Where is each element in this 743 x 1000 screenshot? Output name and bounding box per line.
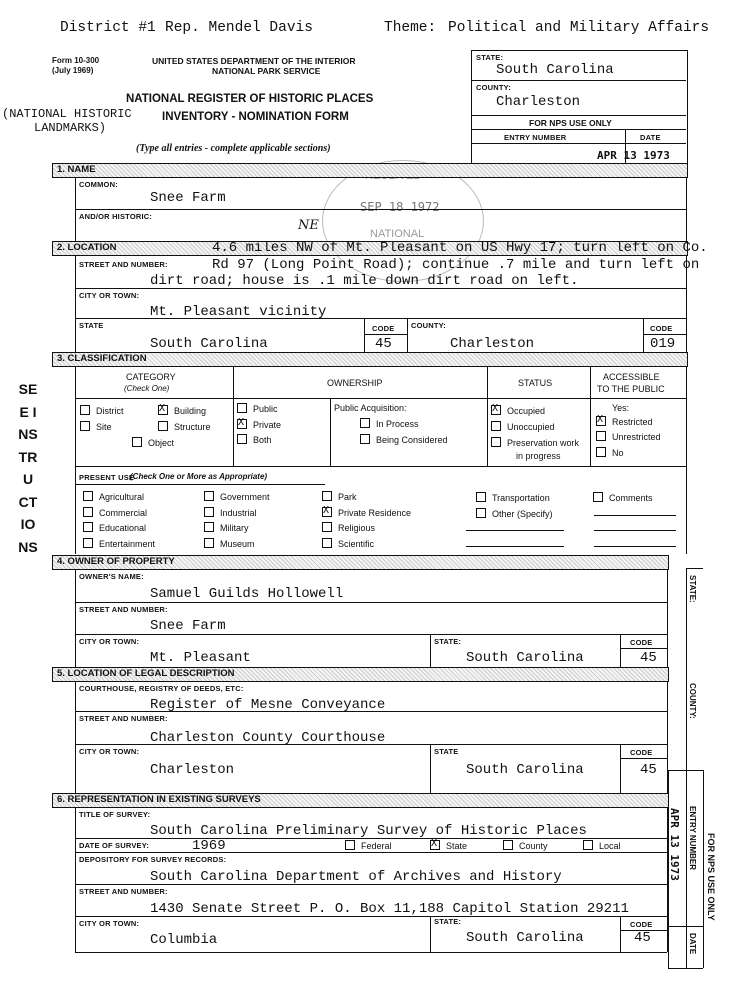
tr-state-label: STATE: xyxy=(476,53,504,62)
county-code-2: 019 xyxy=(650,336,676,352)
location-line-1: 4.6 miles NW of Mt. Pleasant on US Hwy 17; turn left on Co. xyxy=(212,240,708,256)
being-considered-checkbox[interactable]: Being Considered xyxy=(360,434,448,445)
private-checkbox[interactable]: XPrivate xyxy=(237,419,281,430)
survey-date: 1969 xyxy=(192,838,226,854)
use-museum[interactable]: Museum xyxy=(204,538,255,549)
tr-county-label: COUNTY: xyxy=(476,83,512,92)
district-checkbox[interactable]: District xyxy=(80,405,124,416)
use-transportation[interactable]: Transportation xyxy=(476,492,550,503)
local-checkbox[interactable]: Local xyxy=(583,840,621,851)
category-sub: (Check One) xyxy=(124,384,170,393)
use-private-residence[interactable]: XPrivate Residence xyxy=(322,507,411,518)
city-4: Mt. Pleasant xyxy=(150,650,251,666)
tr-entry-label: ENTRY NUMBER xyxy=(504,133,567,142)
street-label-5: STREET AND NUMBER: xyxy=(79,714,168,723)
code-6: 45 xyxy=(634,930,651,946)
section-4-header: 4. OWNER OF PROPERTY xyxy=(52,555,669,570)
state-5: South Carolina xyxy=(466,762,584,778)
code-label-4: CODE xyxy=(630,638,653,647)
ownership-label: OWNERSHIP xyxy=(327,378,383,388)
status-label: STATUS xyxy=(518,378,553,388)
margin-county: COUNTY: xyxy=(688,683,697,719)
state-label-6: STATE: xyxy=(434,917,462,926)
site-checkbox[interactable]: Site xyxy=(80,421,112,432)
code-label-6: CODE xyxy=(630,920,653,929)
district-label: District #1 xyxy=(60,20,156,36)
section-1-header: 1. NAME xyxy=(52,163,688,178)
city-2: Mt. Pleasant vicinity xyxy=(150,304,327,320)
use-military[interactable]: Military xyxy=(204,522,249,533)
use-scientific[interactable]: Scientific xyxy=(322,538,374,549)
stamp-national: NATIONAL xyxy=(370,228,425,240)
unoccupied-checkbox[interactable]: Unoccupied xyxy=(491,421,555,432)
handwritten-note: NE xyxy=(298,218,319,233)
state-code-2: 45 xyxy=(375,336,392,352)
form-date: (July 1969) xyxy=(52,66,94,75)
form-title: NATIONAL REGISTER OF HISTORIC PLACES xyxy=(126,93,374,105)
use-religious[interactable]: Religious xyxy=(322,522,375,533)
street-label-4: STREET AND NUMBER: xyxy=(79,605,168,614)
use-comments[interactable]: Comments xyxy=(593,492,653,503)
margin-entry-number: ENTRY NUMBER xyxy=(688,806,697,871)
form-subtitle: INVENTORY - NOMINATION FORM xyxy=(162,111,349,123)
court: Register of Mesne Conveyance xyxy=(150,697,386,713)
service: NATIONAL PARK SERVICE xyxy=(212,66,321,76)
use-government[interactable]: Government xyxy=(204,491,270,502)
city-5: Charleston xyxy=(150,762,235,778)
use-educational[interactable]: Educational xyxy=(83,522,146,533)
stamp-date: SEP 18 1972 xyxy=(360,200,440,214)
section-6-header: 6. REPRESENTATION IN EXISTING SURVEYS xyxy=(52,793,669,808)
use-industrial[interactable]: Industrial xyxy=(204,507,257,518)
acquisition-label: Public Acquisition: xyxy=(334,403,407,413)
structure-checkbox[interactable]: Structure xyxy=(158,421,211,432)
federal-checkbox[interactable]: Federal xyxy=(345,840,392,851)
preservation-label-2: in progress xyxy=(516,451,561,461)
theme-value: Political and Military Affairs xyxy=(448,20,710,36)
state-2: South Carolina xyxy=(150,336,268,352)
survey-label: TITLE OF SURVEY: xyxy=(79,810,151,819)
object-checkbox[interactable]: Object xyxy=(132,437,174,448)
use-park[interactable]: Park xyxy=(322,491,357,502)
both-checkbox[interactable]: Both xyxy=(237,434,272,445)
location-line-2: Rd 97 (Long Point Road); continue .7 mile and turn left on xyxy=(212,257,700,273)
building-checkbox[interactable]: X Building xyxy=(158,405,206,416)
state-6: South Carolina xyxy=(466,930,584,946)
present-use-sub: (Check One or More as Appropriate) xyxy=(130,472,268,481)
form-number: Form 10-300 xyxy=(52,56,100,65)
use-commercial[interactable]: Commercial xyxy=(83,507,147,518)
state-label-4: STATE: xyxy=(434,637,462,646)
common-name: Snee Farm xyxy=(150,190,226,206)
county-2: Charleston xyxy=(450,336,535,352)
city-6: Columbia xyxy=(150,932,218,948)
section-5-header: 5. LOCATION OF LEGAL DESCRIPTION xyxy=(52,667,669,682)
state-4: South Carolina xyxy=(466,650,584,666)
street-label-2: STREET AND NUMBER: xyxy=(79,260,168,269)
use-other[interactable]: Other (Specify) xyxy=(476,508,553,519)
depository-label: DEPOSITORY FOR SURVEY RECORDS: xyxy=(79,855,227,864)
street-label-6: STREET AND NUMBER: xyxy=(79,887,168,896)
use-agricultural[interactable]: Agricultural xyxy=(83,491,144,502)
city-label-4: CITY OR TOWN: xyxy=(79,637,140,646)
occupied-checkbox[interactable]: XOccupied xyxy=(491,405,545,416)
state-label-2: STATE xyxy=(79,321,104,330)
historic-label: AND/OR HISTORIC: xyxy=(79,212,153,221)
code-4: 45 xyxy=(640,650,657,666)
street-4: Snee Farm xyxy=(150,618,226,634)
representative: Rep. Mendel Davis xyxy=(165,20,313,36)
side-note-landmark: (NATIONAL HISTORIC xyxy=(2,107,132,121)
see-instructions: SEE INSTRUCTIONS xyxy=(18,381,38,555)
margin-date: DATE xyxy=(688,933,697,955)
section-3-header: 3. CLASSIFICATION xyxy=(52,352,688,367)
margin-stamp-date: APR 13 1973 xyxy=(668,808,681,881)
present-use-label: PRESENT USE xyxy=(79,473,135,482)
survey-title: South Carolina Preliminary Survey of Historic Places xyxy=(150,823,587,839)
side-note-landmarks: LANDMARKS) xyxy=(34,121,107,135)
owner-name: Samuel Guilds Hollowell xyxy=(150,586,344,602)
county-label-2: COUNTY: xyxy=(411,321,447,330)
location-line-3: dirt road; house is .1 mile down dirt road on left. xyxy=(150,273,579,289)
state-code-label-2: CODE xyxy=(372,324,395,333)
theme-label: Theme: xyxy=(384,20,437,36)
county-code-label-2: CODE xyxy=(650,324,673,333)
state-label-5: STATE xyxy=(434,747,459,756)
city-label-2: CITY OR TOWN: xyxy=(79,291,140,300)
city-label-6: CITY OR TOWN: xyxy=(79,919,140,928)
code-5: 45 xyxy=(640,762,657,778)
use-entertainment[interactable]: Entertainment xyxy=(83,538,155,549)
court-label: COURTHOUSE, REGISTRY OF DEEDS, ETC: xyxy=(79,684,244,693)
instructions: (Type all entries - complete applicable sections) xyxy=(136,143,331,154)
unrestricted-checkbox[interactable]: Unrestricted xyxy=(596,431,661,442)
survey-date-label: DATE OF SURVEY: xyxy=(79,841,150,850)
no-checkbox[interactable]: No xyxy=(596,447,624,458)
depository: South Carolina Department of Archives and History xyxy=(150,869,562,885)
tr-county: Charleston xyxy=(496,94,581,110)
tr-date-stamp: APR 13 1973 xyxy=(597,149,670,162)
department: UNITED STATES DEPARTMENT OF THE INTERIOR xyxy=(152,56,356,66)
common-label: COMMON: xyxy=(79,180,118,189)
tr-date-label: DATE xyxy=(640,133,661,142)
city-label-5: CITY OR TOWN: xyxy=(79,747,140,756)
tr-nps-label: FOR NPS USE ONLY xyxy=(529,118,612,128)
accessible-label-2: TO THE PUBLIC xyxy=(597,384,665,394)
county-checkbox[interactable]: County xyxy=(503,840,548,851)
preservation-checkbox[interactable]: Preservation work xyxy=(491,437,579,448)
section-2-header: 2. LOCATION xyxy=(52,241,688,256)
yes-label: Yes: xyxy=(612,403,630,413)
in-process-checkbox[interactable]: In Process xyxy=(360,418,419,429)
code-label-5: CODE xyxy=(630,748,653,757)
restricted-checkbox[interactable]: XRestricted xyxy=(596,416,653,427)
street-6: 1430 Senate Street P. O. Box 11,188 Capitol Station 29211 xyxy=(150,901,629,917)
accessible-label: ACCESSIBLE xyxy=(603,372,660,382)
tr-state: South Carolina xyxy=(496,62,614,78)
street-5: Charleston County Courthouse xyxy=(150,730,386,746)
public-checkbox[interactable]: Public xyxy=(237,403,278,414)
category-label: CATEGORY xyxy=(126,372,176,382)
owner-label: OWNER'S NAME: xyxy=(79,572,144,581)
margin-state: STATE: xyxy=(688,575,697,603)
state-checkbox[interactable]: X State xyxy=(430,840,467,851)
margin-nps: FOR NPS USE ONLY xyxy=(706,833,716,921)
